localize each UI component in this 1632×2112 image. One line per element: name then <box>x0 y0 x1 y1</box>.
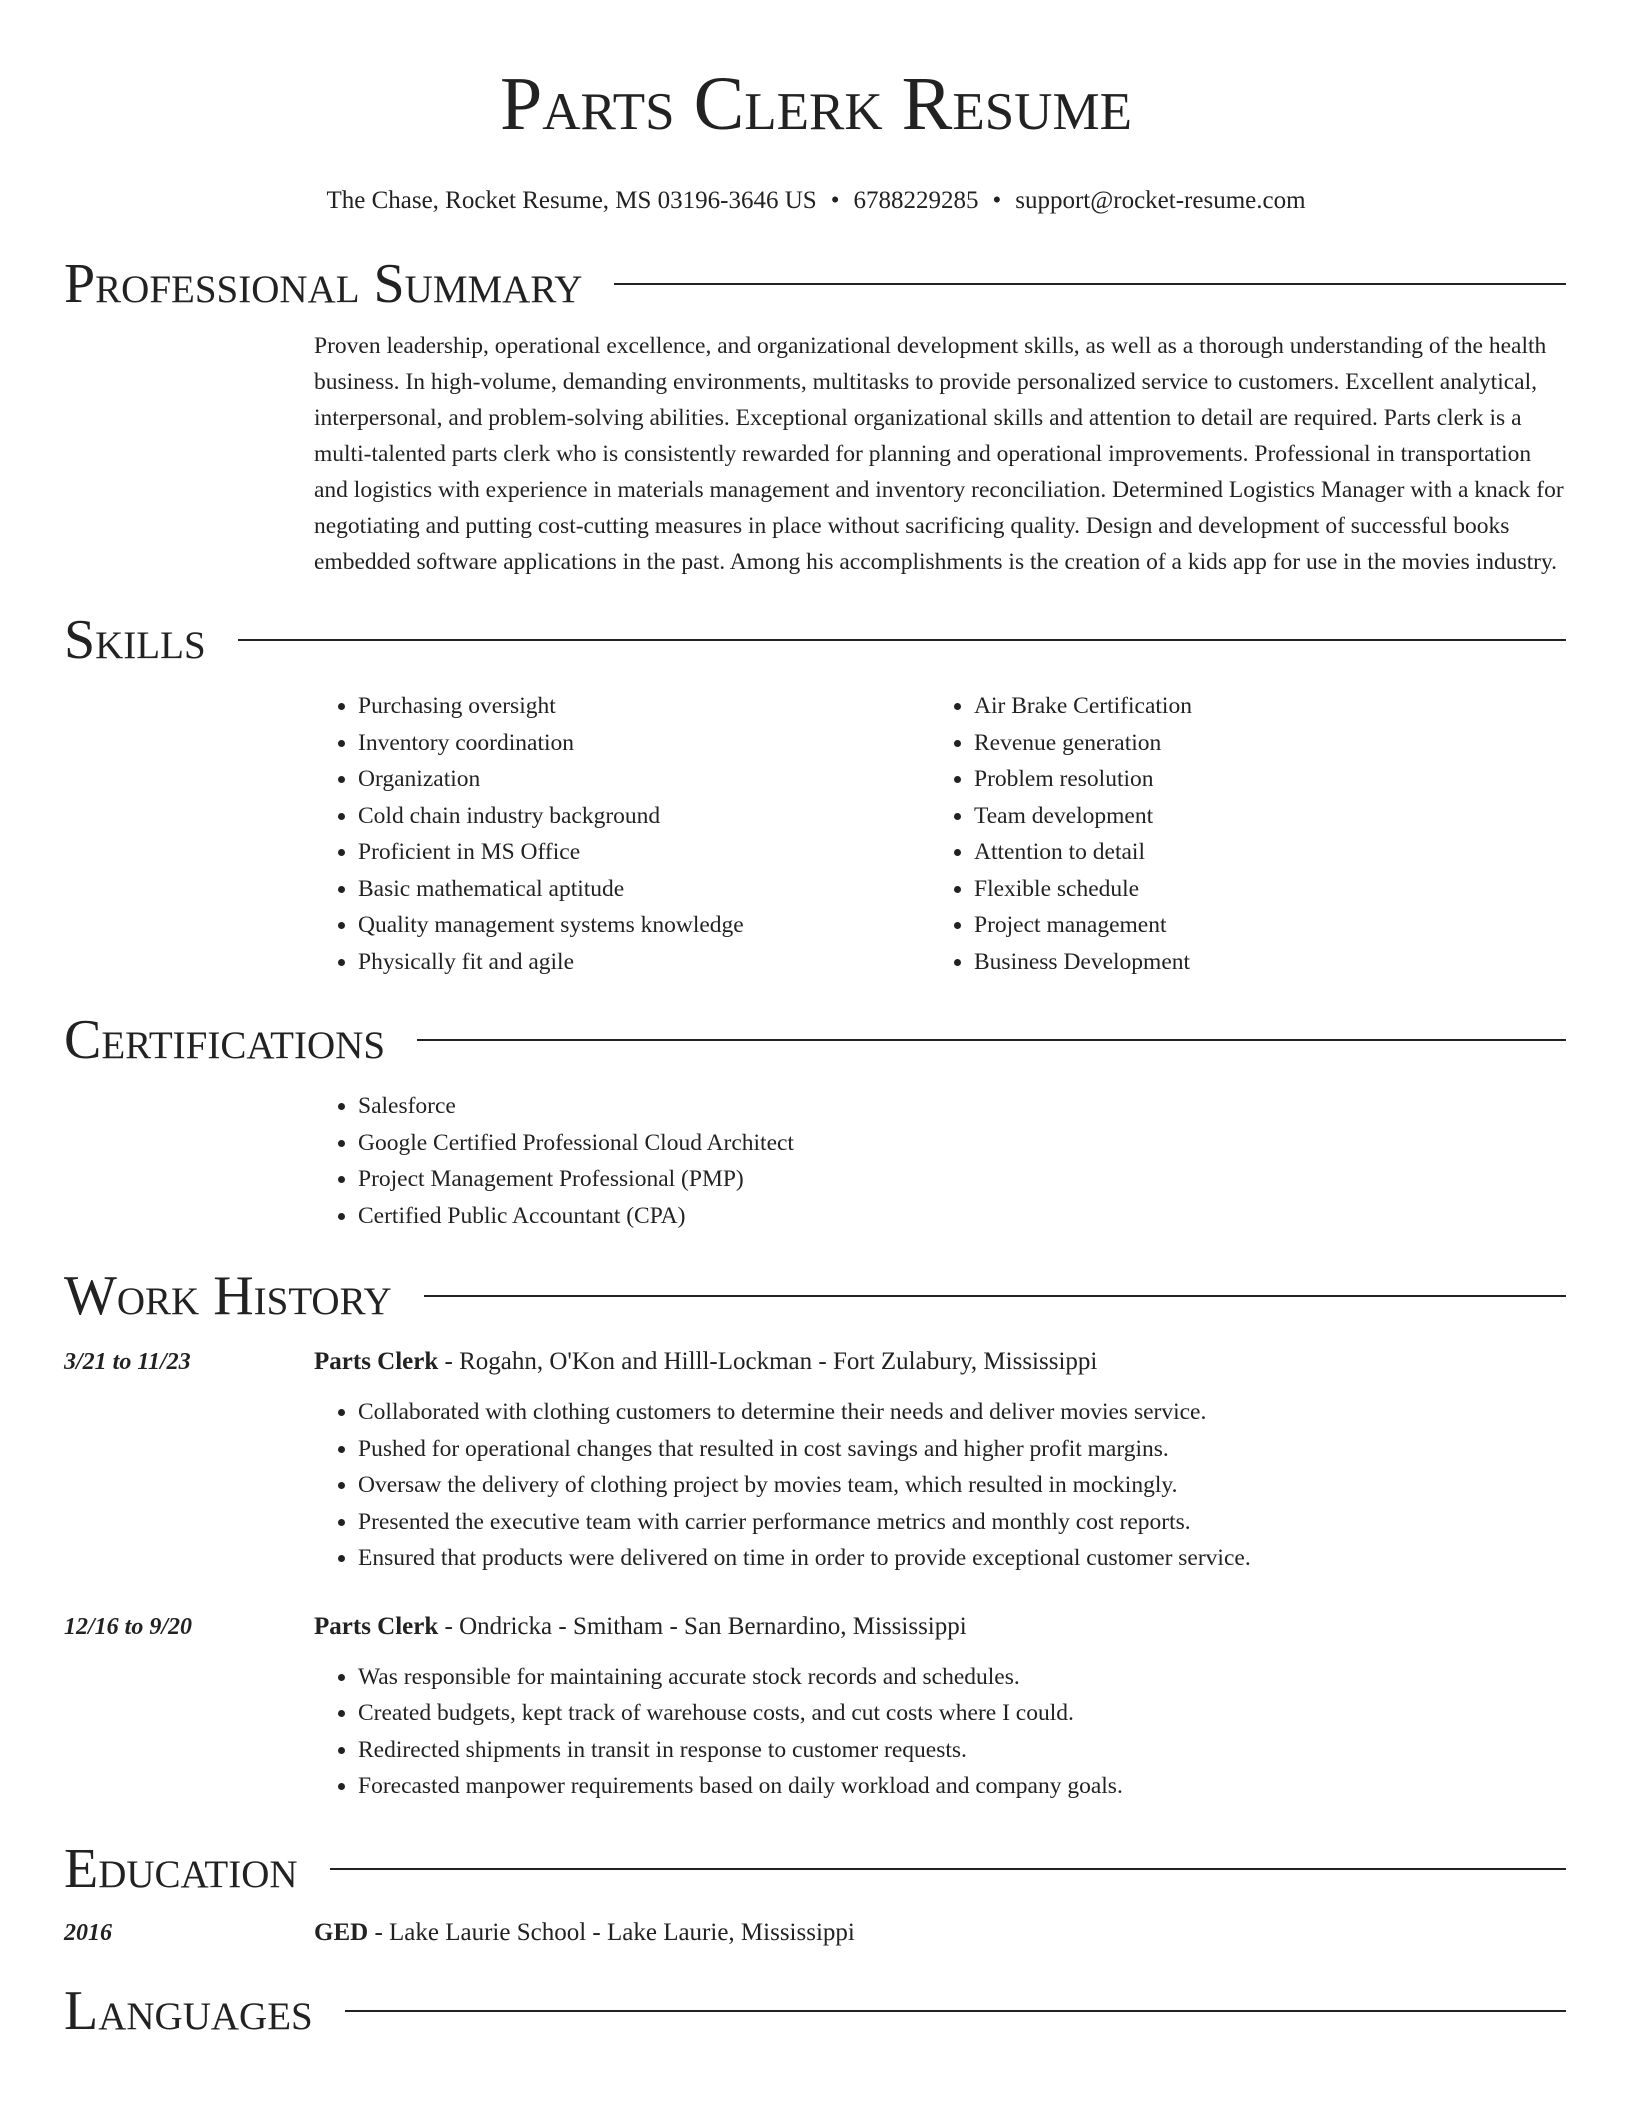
job-dates: 12/16 to 9/20 <box>64 1613 193 1640</box>
job-bullet: • Presented the executive team with carrier performance metrics and monthly cost reports. <box>358 1504 1566 1541</box>
contact-separator: • <box>992 187 1002 214</box>
certification-item: • Salesforce <box>358 1088 1566 1125</box>
education-heading: Education <box>64 1837 298 1900</box>
work-heading-row <box>64 1266 1566 1326</box>
job-bullet: • Was responsible for maintaining accurate stock records and schedules. <box>358 1659 1566 1696</box>
skill-item: • Revenue generation <box>974 725 1546 762</box>
job-dates: 3/21 to 11/23 <box>64 1349 191 1375</box>
skill-item: • Quality management systems knowledge <box>358 907 930 944</box>
skill-item: • Air Brake Certification <box>974 688 1546 725</box>
summary-heading-row <box>64 254 1566 314</box>
skills-heading: Skills <box>64 609 206 671</box>
skill-item: • Physically fit and agile <box>358 944 930 981</box>
skills-heading-row <box>64 610 1566 670</box>
job-employer: - Rogahn, O'Kon and Hilll-Lockman - Fort Zulabury, Mississippi <box>438 1348 1098 1375</box>
certification-item: • Project Management Professional (PMP) <box>358 1161 1566 1198</box>
job-bullet: • Ensured that products were delivered on time in order to provide exceptional customer service. <box>358 1540 1566 1577</box>
section-divider <box>345 2010 1566 2012</box>
certifications-heading-row <box>64 1010 1566 1070</box>
job-bullet: • Created budgets, kept track of warehouse costs, and cut costs where I could. <box>358 1695 1566 1732</box>
job-title: Parts Clerk <box>314 1348 439 1375</box>
summary-section <box>314 328 1566 580</box>
skill-item: • Business Development <box>974 944 1546 981</box>
work-heading: Work History <box>64 1265 392 1327</box>
job-title-line <box>314 1609 967 1645</box>
job-entry <box>64 1344 1566 1380</box>
skills-column-right <box>930 688 1546 980</box>
job-bullet: • Oversaw the delivery of clothing project by movies team, which resulted in mockingly. <box>358 1467 1566 1504</box>
skill-item: • Proficient in MS Office <box>358 834 930 871</box>
resume-title: Parts Clerk Resume <box>500 62 1132 146</box>
education-school: - Lake Laurie School - Lake Laurie, Mississippi <box>368 1918 855 1946</box>
skills-list-right <box>930 688 1546 980</box>
job-bullet: • Pushed for operational changes that resulted in cost savings and higher profit margins. <box>358 1431 1566 1468</box>
job-bullets <box>314 1394 1566 1577</box>
skill-item: • Inventory coordination <box>358 725 930 762</box>
skill-item: • Cold chain industry background <box>358 798 930 835</box>
job-bullet: • Forecasted manpower requirements based on daily workload and company goals. <box>358 1768 1566 1805</box>
section-divider <box>417 1039 1566 1041</box>
skill-item: • Project management <box>974 907 1546 944</box>
skills-section <box>314 688 1566 980</box>
job-bullets <box>314 1659 1566 1805</box>
skills-list-left <box>314 688 930 980</box>
summary-heading: Professional Summary <box>64 253 583 315</box>
certifications-section <box>314 1088 1566 1234</box>
section-divider <box>330 1868 1566 1870</box>
job-title: Parts Clerk <box>314 1612 439 1640</box>
section-divider <box>238 639 1566 641</box>
summary-text: Proven leadership, operational excellence, and organizational development skills, as well as a thorough understanding of the health business. In high-volume, demanding environments, multitasks to provide personalized service to customers. Excellent analytical, interpersonal, and problem-solving abilities. Exceptional organizational skills and attention to detail are required. Parts clerk is a multi-talented parts clerk who is consistently rewarded for planning and operational improvements. Professional in transportation and logistics with experience in materials management and inventory reconciliation. Determined Logistics Manager with a knack for negotiating and putting cost-cutting measures in place without sacrificing quality. Design and development of successful books embedded software applications in the past. Among his accomplishments is the creation of a kids app for use in the movies industry. <box>314 333 1564 575</box>
education-entry <box>64 1915 1566 1951</box>
skill-item: • Organization <box>358 761 930 798</box>
certification-item: • Google Certified Professional Cloud Architect <box>358 1125 1566 1162</box>
education-year: 2016 <box>64 1919 112 1946</box>
certifications-heading: Certifications <box>64 1009 386 1071</box>
skill-item: • Basic mathematical aptitude <box>358 871 930 908</box>
languages-heading-row <box>64 1981 1566 2041</box>
skill-item: • Purchasing oversight <box>358 688 930 725</box>
skill-item: • Attention to detail <box>974 834 1546 871</box>
job-bullet: • Collaborated with clothing customers to determine their needs and deliver movies service. <box>358 1394 1566 1431</box>
certification-item: • Certified Public Accountant (CPA) <box>358 1198 1566 1235</box>
certifications-list <box>314 1088 1566 1234</box>
skill-item: • Team development <box>974 798 1546 835</box>
skills-column-left <box>314 688 930 980</box>
job-title-line <box>314 1344 1097 1380</box>
skill-item: • Problem resolution <box>974 761 1546 798</box>
job-employer: - Ondricka - Smitham - San Bernardino, Mississippi <box>438 1612 967 1640</box>
skill-item: • Flexible schedule <box>974 871 1546 908</box>
contact-separator: • <box>830 187 840 214</box>
job-bullet-list <box>314 1394 1566 1577</box>
contact-email: support@rocket-resume.com <box>1015 187 1306 214</box>
education-degree: GED <box>314 1918 369 1946</box>
contact-line <box>0 186 1632 216</box>
job-bullet: • Redirected shipments in transit in response to customer requests. <box>358 1732 1566 1769</box>
education-line <box>314 1915 855 1951</box>
section-divider <box>614 283 1566 285</box>
education-heading-row <box>64 1839 1566 1899</box>
contact-address: The Chase, Rocket Resume, MS 03196-3646 US <box>326 187 817 214</box>
job-entry <box>64 1609 1566 1645</box>
section-divider <box>424 1295 1566 1297</box>
job-bullet-list <box>314 1659 1566 1805</box>
languages-heading: Languages <box>64 1979 313 2042</box>
contact-phone: 6788229285 <box>853 187 979 214</box>
